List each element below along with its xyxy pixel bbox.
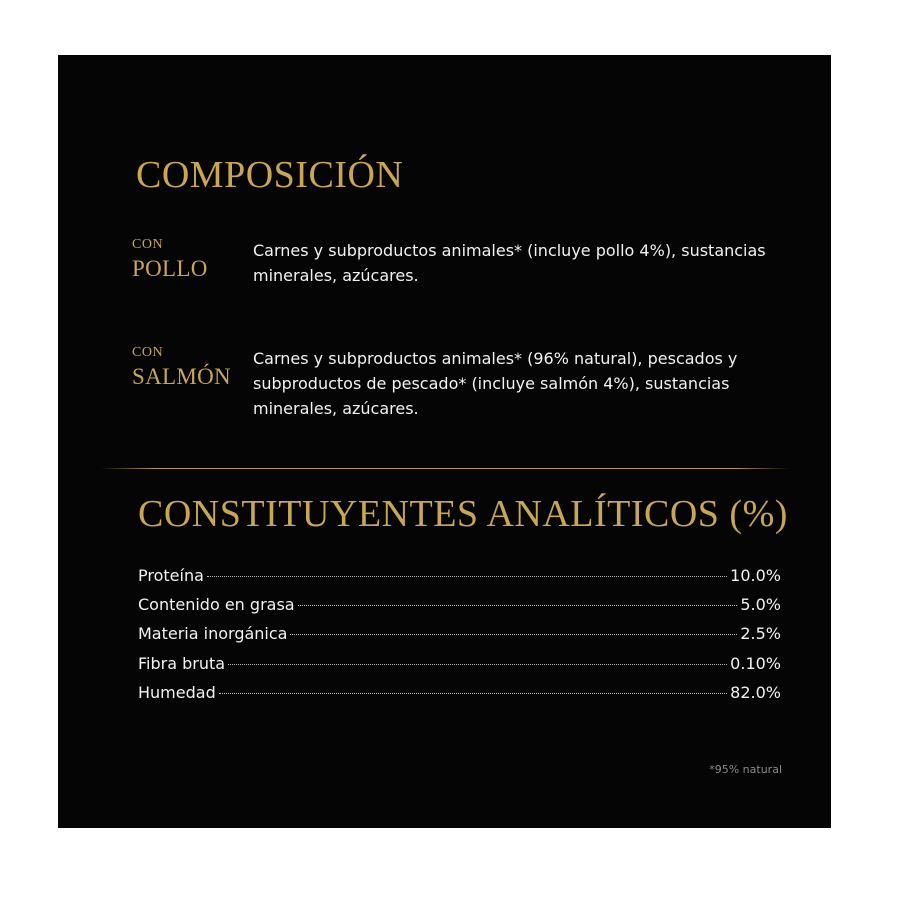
analysis-row-fat xyxy=(138,595,781,624)
variant-label xyxy=(132,238,208,280)
row-label: Fibra bruta xyxy=(138,653,226,673)
variant-ingredients: Carnes y subproductos animales* (96% natural), pescados y subproductos de pescado* (incluye salmón 4%), sustancias minerales, azúcares. xyxy=(253,349,738,418)
analysis-row-protein xyxy=(138,566,781,595)
footnote: *95% natural xyxy=(709,763,782,776)
variant-ingredients: Carnes y subproductos animales* (incluye pollo 4%), sustancias minerales, azúcares. xyxy=(253,241,766,285)
variant-prefix: CON xyxy=(132,345,164,360)
variant-name: SALMÓN xyxy=(132,364,231,389)
row-label: Humedad xyxy=(138,682,216,702)
row-label: Contenido en grasa xyxy=(138,595,295,615)
dot-leader xyxy=(219,693,727,694)
analysis-row-fiber xyxy=(138,654,781,683)
row-label: Proteína xyxy=(138,566,204,585)
dot-leader xyxy=(290,634,737,635)
composition-title: COMPOSICIÓN xyxy=(136,154,404,196)
dot-leader xyxy=(207,576,727,577)
analysis-table xyxy=(138,566,781,712)
analysis-title: CONSTITUYENTES ANALÍTICOS (%) xyxy=(138,493,788,535)
variant-label xyxy=(132,346,231,388)
section-divider xyxy=(100,468,790,469)
row-value: 5.0% xyxy=(740,595,781,615)
variant-prefix: CON xyxy=(132,237,164,252)
dot-leader xyxy=(228,664,727,665)
row-value: 0.10% xyxy=(730,653,781,673)
row-value: 10.0% xyxy=(730,566,781,585)
row-value: 82.0% xyxy=(730,682,781,702)
dot-leader xyxy=(298,605,738,606)
analysis-row-ash xyxy=(138,624,781,653)
composition-panel xyxy=(58,55,831,828)
row-value: 2.5% xyxy=(740,624,781,644)
variant-name: POLLO xyxy=(132,256,208,281)
analysis-row-moisture xyxy=(138,683,781,712)
row-label: Materia inorgánica xyxy=(138,624,288,644)
